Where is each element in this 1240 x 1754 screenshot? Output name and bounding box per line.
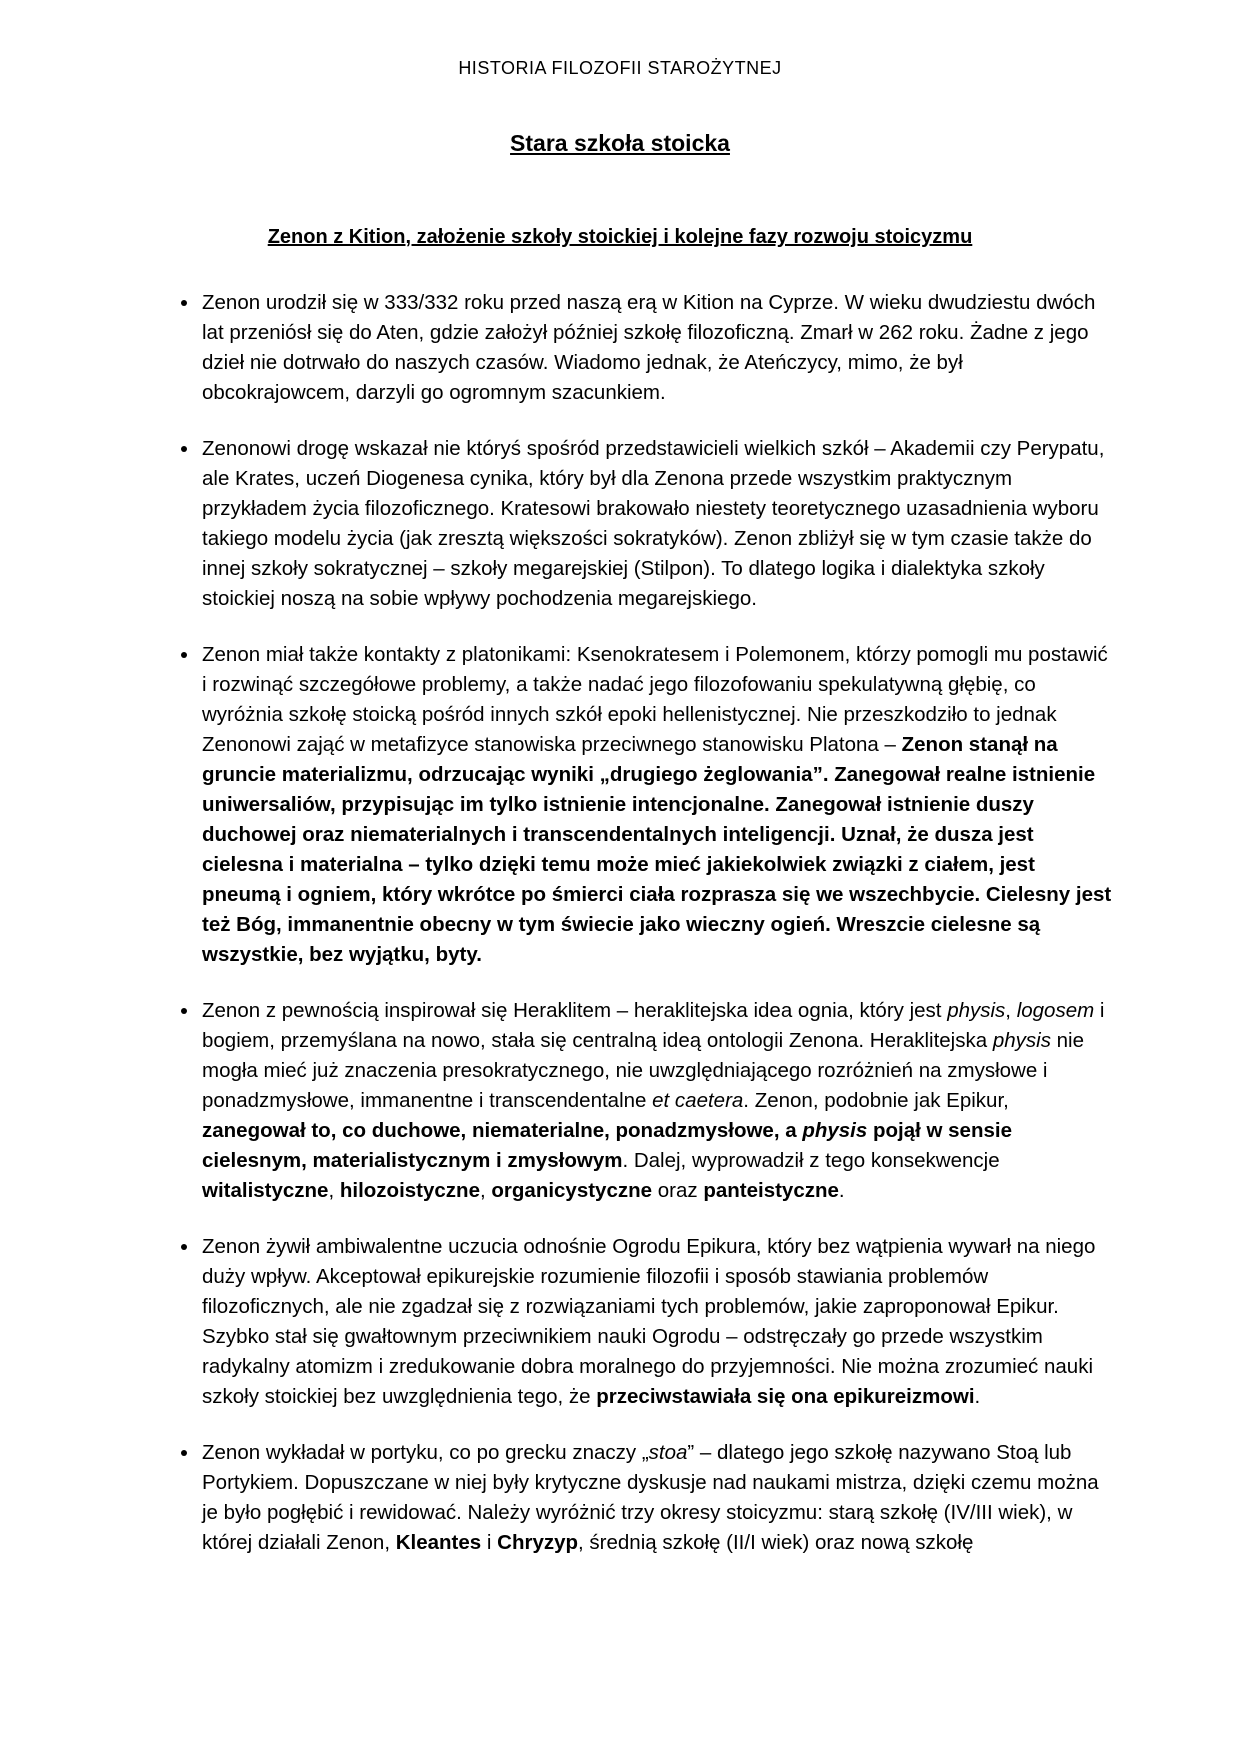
text-segment: zanegował to, co duchowe, niematerialne, ponadzmysłowe, a [202,1119,803,1142]
text-segment: Zenonowi drogę wskazał nie któryś spośród przedstawicieli wielkich szkół – Akademii czy Perypatu, ale Krates, uczeń Diogenesa cynika, który był dla Zenona przede wszystkim praktycznym przykładem życia filozoficznego. Kratesowi brakowało niestety teoretycznego uzasadnienia wyboru takiego modelu życia (jak zresztą większości sokratyków). Zenon zbliżył się w tym czasie także do innej szkoły sokratycznej – szkoły megarejskiej (Stilpon). To dlatego logika i dialektyka szkoły stoickiej noszą na sobie wpływy pochodzenia megarejskiego. [202,437,1105,610]
text-segment: Kleantes [395,1531,482,1554]
text-segment: . Zenon, podobnie jak Epikur, [743,1089,1009,1112]
text-segment: organicystyczne [491,1179,653,1202]
text-segment: witalistyczne [202,1179,329,1202]
text-segment: physis [947,999,1006,1022]
document-title: Stara szkoła stoicka [510,130,730,156]
text-segment: , [328,1179,340,1202]
bullet-item [200,434,1112,614]
text-segment: i [481,1531,498,1554]
text-segment: , [479,1179,492,1202]
text-segment: przeciwstawiała się ona epikureizmowi [596,1385,975,1408]
bullet-item [200,1438,1112,1558]
bullet-item [200,640,1112,970]
text-segment: ” – dlatego jego szkołę nazywano Stoą lub Portykiem. Dopuszczane w niej były krytyczne dyskusje nad naukami mistrza, dzięki czemu można je było pogłębić i rewidować. Należy wyróżnić trzy okresy stoicyzmu: starą szkołę (IV/III wiek), w której działali Zenon, [202,1441,1099,1554]
bullet-item [200,288,1112,408]
text-segment: Zenon z pewnością inspirował się Heraklitem – heraklitejska idea ognia, który jest [202,999,948,1022]
course-header: HISTORIA FILOZOFII STAROŻYTNEJ [458,58,782,78]
text-segment: Zenon stanął na gruncie materializmu, odrzucając wyniki „drugiego żeglowania”. Zanegował realne istnienie uniwersaliów, przypisując im tylko istnienie intencjonalne. Zanegował istnienie duszy duchowej oraz niematerialnych i transcendentalnych inteligencji. Uznał, że dusza jest cielesna i materialna – tylko dzięki temu może mieć jakiekolwiek związki z ciałem, jest pneumą i ogniem, który wkrótce po śmierci ciała rozprasza się we wszechbycie. Cielesny jest też Bóg, immanentnie obecny w tym świecie jako wieczny ogień. Wreszcie cielesne są wszystkie, bez wyjątku, byty. [202,733,1112,966]
bullet-list [168,288,1112,1584]
text-segment: physis [992,1029,1051,1052]
text-segment: Zenon żywił ambiwalentne uczucia odnośnie Ogrodu Epikura, który bez wątpienia wywarł na niego duży wpływ. Akceptował epikurejskie rozumienie filozofii i sposób stawiania problemów filozoficznych, ale nie zgadzał się z rozwiązaniami tych problemów, jakie zaproponował Epikur. Szybko stał się gwałtownym przeciwnikiem nauki Ogrodu – odstręczały go przede wszystkim radykalny atomizm i zredukowanie dobra moralnego do przyjemności. Nie można zrozumieć nauki szkoły stoickiej bez uwzględnienia tego, że [202,1235,1096,1408]
text-segment: . [838,1179,845,1202]
text-segment: oraz [652,1179,704,1202]
bullet-item [200,996,1112,1206]
text-segment: panteistyczne [703,1179,839,1202]
text-segment: et caetera [652,1089,744,1112]
bullet-item [200,1232,1112,1412]
text-segment: physis [802,1119,868,1142]
text-segment: , średnią szkołę (II/I wiek) oraz nową szkołę [578,1531,974,1554]
text-segment: , [1005,999,1017,1022]
text-segment: . [974,1385,981,1408]
text-segment: i bogiem, przemyślana na nowo, stała się centralną ideą ontologii Zenona. Heraklitejska [202,999,1105,1052]
text-segment: Zenon urodził się w 333/332 roku przed naszą erą w Kition na Cyprze. W wieku dwudziestu dwóch lat przeniósł się do Aten, gdzie założył później szkołę filozoficzną. Zmarł w 262 roku. Żadne z jego dzieł nie dotrwało do naszych czasów. Wiadomo jednak, że Ateńczycy, mimo, że był obcokrajowcem, darzyli go ogromnym szacunkiem. [202,291,1096,404]
text-segment: logosem [1016,999,1095,1022]
text-segment: stoa [648,1441,688,1464]
text-segment: . Dalej, wyprowadził z tego konsekwencje [622,1149,1000,1172]
text-segment: Chryzyp [497,1531,579,1554]
section-heading: Zenon z Kition, założenie szkoły stoickiej i kolejne fazy rozwoju stoicyzmu [267,226,973,248]
text-segment: hilozoistyczne [339,1179,480,1202]
text-segment: Zenon wykładał w portyku, co po grecku znaczy „ [202,1441,649,1464]
text-segment: pojął w sensie cielesnym, materialistycznym i zmysłowym [202,1119,1012,1172]
text-segment: nie mogła mieć już znaczenia presokratycznego, nie uwzględniającego rozróżnień na zmysłowe i ponadzmysłowe, immanentne i transcendentalne [202,1029,1085,1112]
text-segment: Zenon miał także kontakty z platonikami: Ksenokratesem i Polemonem, którzy pomogli mu postawić i rozwinąć szczegółowe problemy, a także nadać jego filozofowaniu spekulatywną głębię, co wyróżnia szkołę stoicką pośród innych szkół epoki hellenistycznej. Nie przeszkodziło to jednak Zenonowi zająć w metafizyce stanowiska przeciwnego stanowisku Platona – [202,643,1108,756]
